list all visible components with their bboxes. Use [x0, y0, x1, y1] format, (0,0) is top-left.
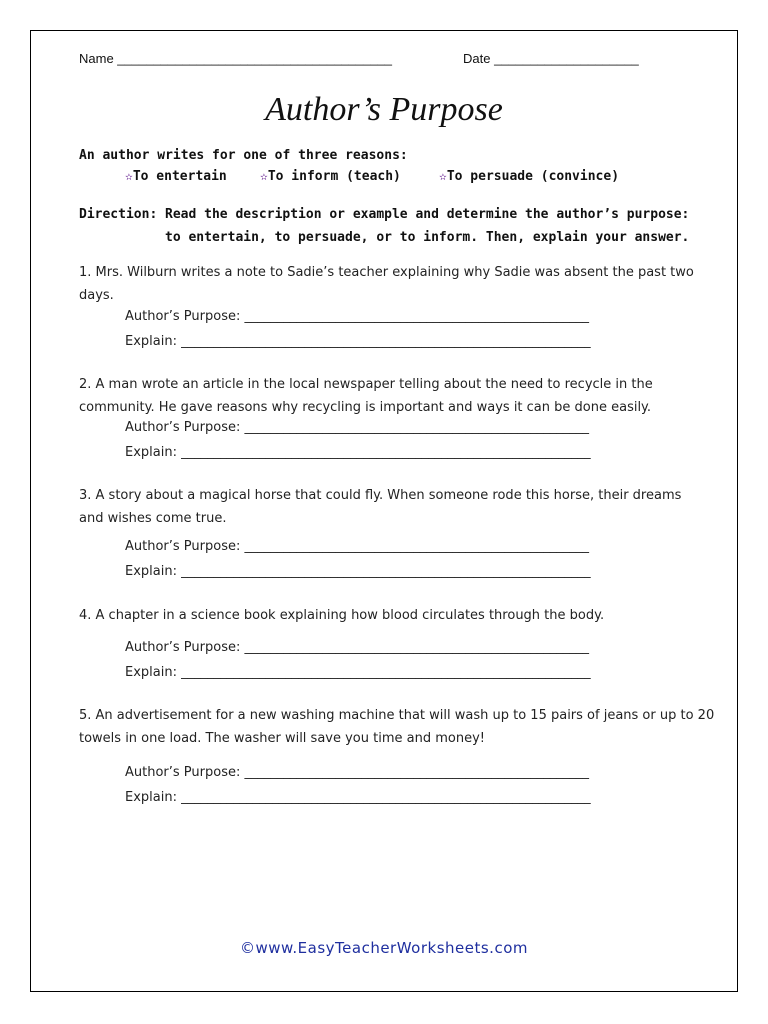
worksheet-title: Author’s Purpose: [265, 91, 503, 128]
question-1-text: 1. Mrs. Wilburn writes a note to Sadie’s teacher explaining why Sadie was absent the past two days.: [79, 265, 694, 303]
question-5-text: 5. An advertisement for a new washing machine that will wash up to 15 pairs of jeans or up to 20 towels in one load. The washer will save you time and money!: [79, 708, 715, 746]
question-2-explain-line: Explain: _______________________________________________________________: [125, 445, 591, 460]
reason-label: To entertain: [132, 169, 227, 184]
reason-label: To persuade (convince): [446, 169, 620, 184]
question-3-text: 3. A story about a magical horse that could fly. When someone rode this horse, their dreams and wishes come true.: [79, 488, 682, 526]
reason-entertain: [125, 169, 227, 184]
star-icon: ✫: [125, 169, 133, 184]
direction-line-2: to entertain, to persuade, or to inform. Then, explain your answer.: [165, 230, 690, 245]
footer-website-link[interactable]: ©www.EasyTeacherWorksheets.com: [239, 939, 528, 957]
reason-label: To inform (teach): [267, 169, 401, 184]
date-field-label: Date ____________________: [463, 51, 639, 66]
reason-persuade: [439, 169, 619, 184]
intro-line: An author writes for one of three reasons:: [79, 148, 408, 163]
question-4-purpose-line: Author’s Purpose: _____________________________________________________: [125, 640, 589, 655]
question-3-explain-line: Explain: _______________________________________________________________: [125, 564, 591, 579]
direction-line-1: Read the description or example and determine the author’s purpose:: [165, 207, 690, 222]
question-1-purpose-line: Author’s Purpose: _____________________________________________________: [125, 309, 589, 324]
question-3-purpose-line: Author’s Purpose: _____________________________________________________: [125, 539, 589, 554]
question-5-explain-line: Explain: _______________________________________________________________: [125, 790, 591, 805]
star-icon: ✫: [439, 169, 447, 184]
question-4-text: 4. A chapter in a science book explaining how blood circulates through the body.: [79, 608, 605, 623]
reason-inform: [260, 169, 401, 184]
question-2-text: 2. A man wrote an article in the local newspaper telling about the need to recycle in the community. He gave reasons why recycling is important and ways it can be done easily.: [79, 377, 653, 415]
question-4-explain-line: Explain: _______________________________________________________________: [125, 665, 591, 680]
question-5-purpose-line: Author’s Purpose: _____________________________________________________: [125, 765, 589, 780]
question-1-explain-line: Explain: _______________________________________________________________: [125, 334, 591, 349]
direction-label: Direction:: [79, 207, 158, 222]
question-2-purpose-line: Author’s Purpose: _____________________________________________________: [125, 420, 589, 435]
name-field-label: Name ______________________________________: [79, 51, 393, 66]
worksheet-page: [30, 30, 738, 992]
star-icon: ✫: [260, 169, 268, 184]
